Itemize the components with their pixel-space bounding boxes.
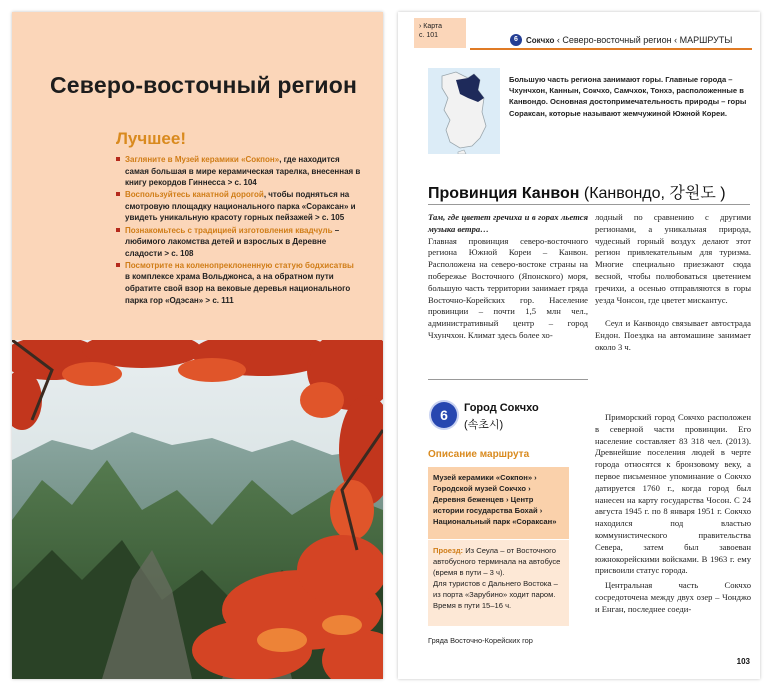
best-title: Лучшее! [116, 129, 186, 148]
city-number-badge: 6 [431, 402, 457, 428]
best-item: Посмотрите на коленопреклоненную статую бодхисатвы в комплексе храма Вольджонса, а на обратном пути обратите свой взор на вековые деревья национального парка гор «Одэсан» > с. 111 [116, 260, 361, 306]
best-list [116, 154, 361, 307]
city-text-cont: Центральная часть Сокчхо сосредоточена между двух озер – Чонджо и Енган, последнее соеди- [595, 580, 751, 614]
province-text: Главная провинция северо-восточного региона Южной Кореи – Канвон. Расположена на северо-востоке страны на побережье Восточного (Японского) моря, большую часть территории занимает гряда Восточно-Корейских гор. Население провинции – почти 1,5 млн чел., административный центр – город Чхунчхон. Климат здесь более хо- [428, 235, 588, 340]
right-page [398, 12, 760, 679]
city-name: Город Сокчхо [464, 402, 539, 414]
section-divider [428, 379, 588, 380]
mountain-photo [12, 340, 383, 679]
map-reference[interactable]: › Карта с. 101 [414, 18, 466, 48]
best-item: Воспользуйтесь канатной дорогой, чтобы подняться на смотровую площадку национального парка «Сораксан» и увидеть уникальную красоту горных пейзажей > с. 105 [116, 189, 361, 224]
photo-caption: Гряда Восточно-Корейских гор [428, 636, 533, 645]
province-text-cont: лодный по сравнению с другими регионами, а уникальная природа, чудесный горный воздух делают этот регион привлекательным для туризма. Многие специально приезжают сюда весной, чтобы полюбоваться цветением гречихи, а осенью отправляются в горы уезда Чонсон, где цветет мискантус. [595, 212, 751, 305]
city-korean-name: (속초시) [464, 419, 504, 431]
region-title: Северо-восточный регион [50, 72, 358, 98]
title-divider [428, 204, 750, 205]
region-mini-map [428, 68, 500, 154]
column-2 [595, 212, 751, 354]
running-header [470, 34, 752, 50]
column-1 [428, 212, 588, 342]
breadcrumb: Сокчхо ‹ Северо-восточный регион ‹ МАРШРУТЫ [526, 35, 733, 45]
region-intro: Большую часть региона занимают горы. Главные города – Чхунчхон, Каннын, Сокчхо, Самчхок, Тонхэ, расположенные в Канвондо. Основная достопримечательность природы – горы Сораксан, которые называют жемчужиной Южной Кореи. [509, 75, 747, 118]
province-title: Провинция Канвон (Канвондо, 강원도 ) [428, 185, 726, 202]
highway-text: Сеул и Канвондо связывает автострада Ендон. Поездка на автомашине занимает около 3 ч. [595, 318, 751, 352]
page-number: 103 [736, 657, 750, 666]
route-box: Музей керамики «Сокпон» › Городской музей Сокчхо › Деревня беженцев › Центр истории государства Бохай › Национальный парк «Сораксан» [428, 467, 569, 539]
best-item: Познакомьтесь с традицией изготовления квадчуль – любимого лакомства детей и взрослых в Деревне сладости > с. 108 [116, 225, 361, 260]
column-3 [595, 412, 751, 616]
epigraph: Там, где цветет гречиха и в горах льется музыка ветра… [428, 212, 588, 234]
left-page [12, 12, 383, 679]
travel-info-box: Проезд: Из Сеула – от Восточного автобусного терминала на автобусе (время в пути – 3 ч). Для туристов с Дальнего Востока – из порта «Зарубино» ходит паром. Время в пути 15–16 ч. [428, 540, 569, 626]
section-number-badge: 6 [510, 34, 522, 46]
route-title: Описание маршрута [428, 449, 530, 460]
city-text: Приморский город Сокчхо расположен в северной части провинции. Его население составляет 83 318 чел. (2013). Древнейшие поселения людей в черте города относятся к бронзовому веку, а первое письменное упоминание о Сокчхо датируется 1760 г., когда город был нанесен на карту государства Чосон. С 24 августа 1945 г. по 8 января 1951 г. Сокчхо находился под властью коммунистического правительства Севера, затем был завоеван южнокорейскими войсками. В 1963 г. ему присвоили статус города. [595, 412, 751, 576]
best-item: Загляните в Музей керамики «Сокпон», где находится самая большая в мире керамическая тарелка, внесенная в книгу рекордов Гиннесса > с. 104 [116, 154, 361, 189]
